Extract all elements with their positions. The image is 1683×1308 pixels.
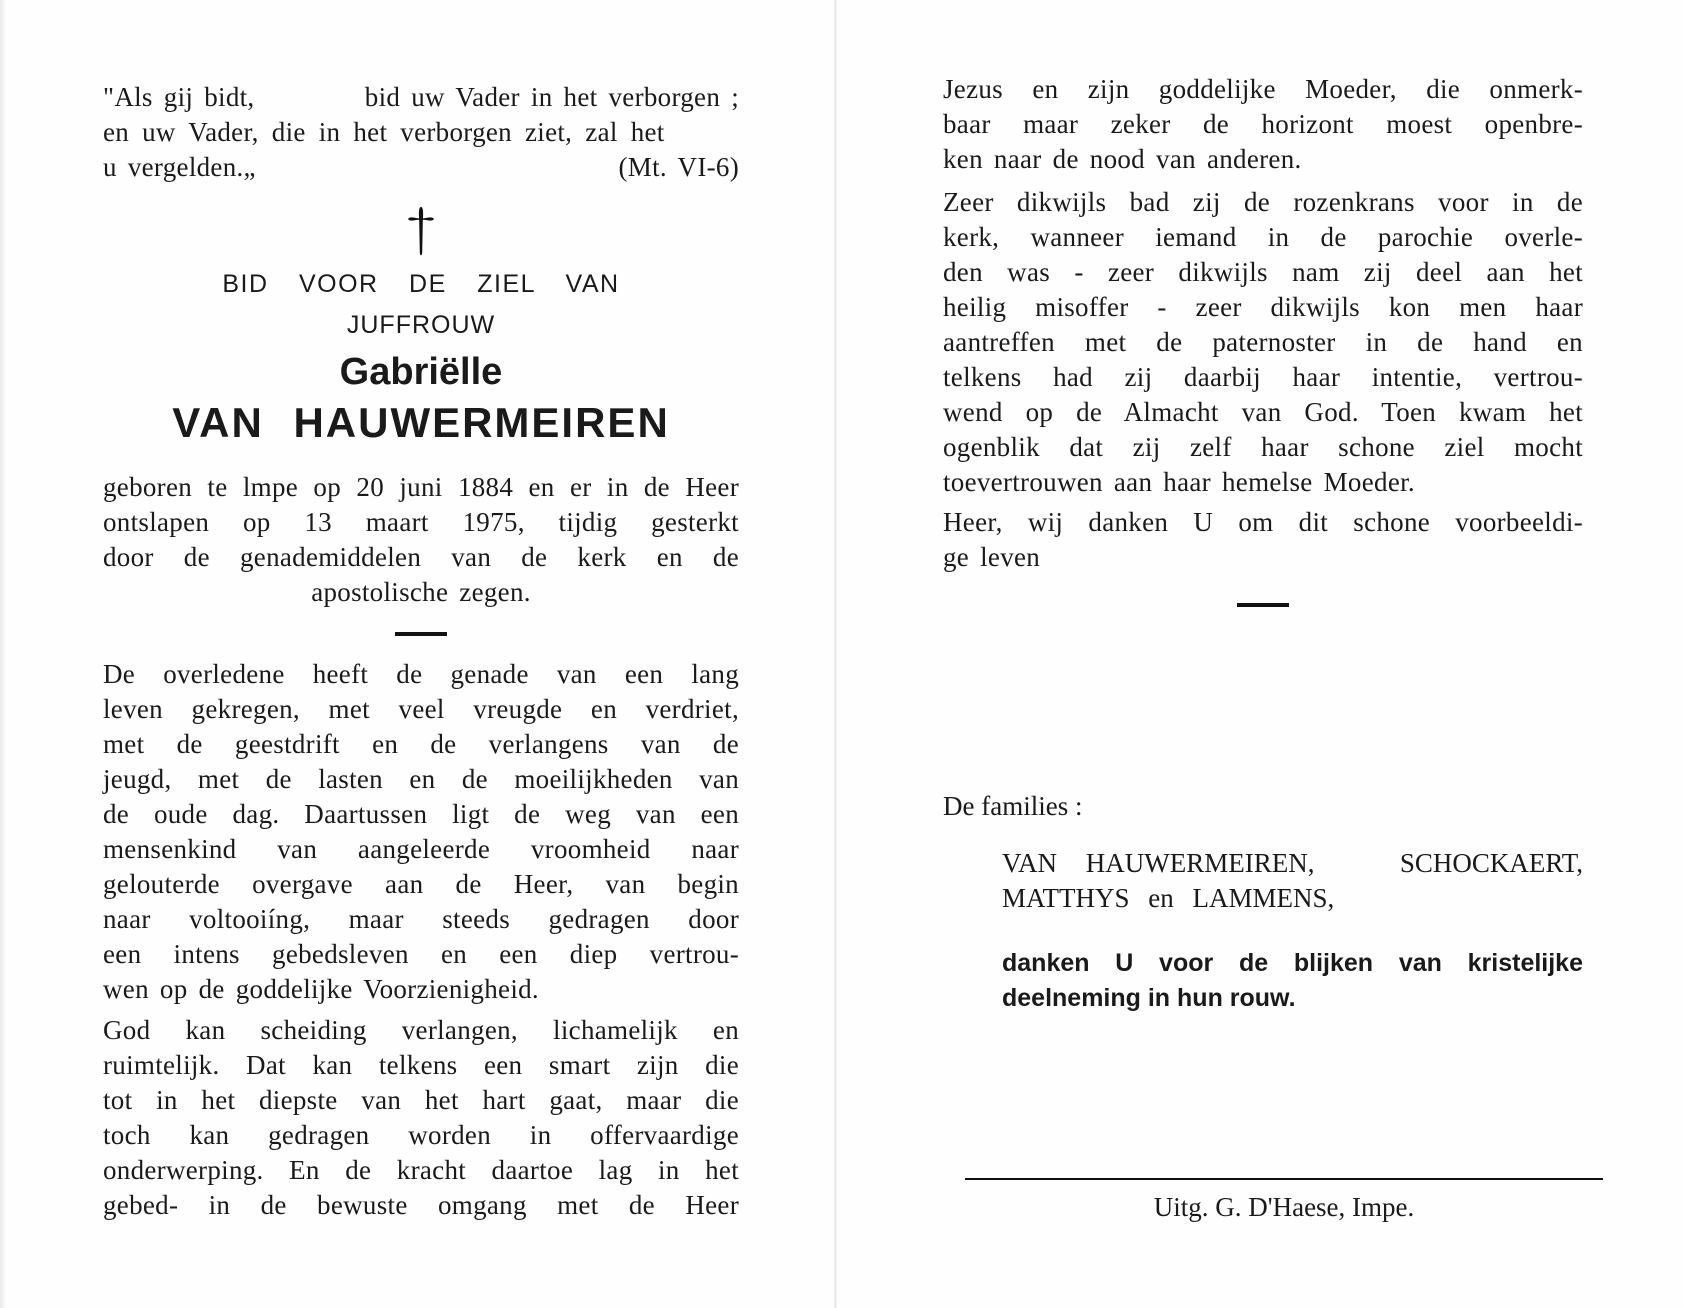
p2-line: God kan scheiding verlangen, lichamelijk en	[103, 1015, 739, 1045]
p1-line: De overledene heeft de genade van een lang	[103, 659, 739, 689]
right-paragraph-3	[943, 505, 1583, 607]
quote-line-1-a: "Als gij bidt,	[103, 82, 255, 112]
surname: VAN HAUWERMEIREN	[172, 399, 670, 446]
rp1-line: ken naar de nood van anderen.	[943, 144, 1302, 174]
publisher-credit: Uitg. G. D'Haese, Impe.	[1153, 1192, 1415, 1222]
p1-line: wen op de goddelijke Voorzienigheid.	[103, 974, 539, 1004]
p1-line: met de geestdrift en de verlangens van de	[103, 729, 739, 759]
right-paragraph-2	[943, 185, 1583, 500]
given-name: Gabriëlle	[339, 351, 503, 393]
families-block	[943, 789, 1583, 1016]
rp3-line: ge leven	[943, 542, 1041, 572]
card-fold-line	[834, 0, 837, 1308]
quote-line-1-b: bid uw Vader in het verborgen ;	[364, 82, 739, 112]
quote-line-3-a: u vergelden.„	[103, 152, 256, 182]
p2-line: ruimtelijk. Dat kan telkens een smart zijn die	[103, 1050, 739, 1080]
footer-rule	[965, 1178, 1603, 1180]
name-block	[103, 267, 739, 449]
cross-icon	[405, 205, 437, 257]
rp2-line: heilig misoffer - zeer dikwijls kon men haar	[943, 292, 1583, 322]
bible-quote	[103, 80, 739, 185]
p1-line: de oude dag. Daartussen ligt de weg van een	[103, 799, 739, 829]
birth-death-block	[103, 470, 739, 636]
families-line-1	[1002, 846, 1583, 881]
p2-line: tot in het diepste van het hart gaat, maar die	[103, 1085, 739, 1115]
prayer-heading: BID VOOR DE ZIEL VAN	[222, 270, 620, 298]
title-prefix: JUFFROUW	[346, 311, 496, 339]
birth-line-1: geboren te lmpe op 20 juni 1884 en er in de Heer	[103, 472, 739, 502]
birth-line-4: apostolische zegen.	[311, 577, 531, 607]
rp2-line: wend op de Almacht van God. Toen kwam het	[943, 397, 1583, 427]
p1-line: leven gekregen, met veel vreugde en verdriet,	[103, 694, 739, 724]
quote-line-2-a: en uw Vader, die in het verborgen ziet, zal het	[103, 117, 665, 147]
rp3-line: Heer, wij danken U om dit schone voorbeeldi-	[943, 507, 1583, 537]
scan-edge-shadow	[0, 0, 6, 1308]
paragraph-1	[103, 657, 739, 1007]
quote-line-1	[103, 80, 739, 115]
rp2-line: den was - zeer dikwijls nam zij deel aan het	[943, 257, 1583, 287]
rp2-line: ogenblik dat zij zelf haar schone ziel mocht	[943, 432, 1583, 462]
right-paragraph-1	[943, 72, 1583, 177]
birth-line-2: ontslapen op 13 maart 1975, tijdig gesterkt	[103, 507, 739, 537]
birth-line-3: door de genademiddelen van de kerk en de	[103, 542, 739, 572]
p1-line: gelouterde overgave aan de Heer, van begin	[103, 869, 739, 899]
separator-dash-right	[1237, 603, 1289, 607]
p1-line: naar voltooiíng, maar steeds gedragen door	[103, 904, 739, 934]
rp2-line: kerk, wanneer iemand in de parochie overle-	[943, 222, 1583, 252]
rp1-line: baar maar zeker de horizont moest openbre-	[943, 109, 1583, 139]
p2-line: onderwerping. En de kracht daartoe lag in het	[103, 1155, 739, 1185]
paragraph-2	[103, 1013, 739, 1223]
separator-dash	[395, 632, 447, 636]
p1-line: een intens gebedsleven en een diep vertrou-	[103, 939, 739, 969]
families-line-2: MATTHYS en LAMMENS,	[1002, 883, 1335, 913]
rp1-line: Jezus en zijn goddelijke Moeder, die onmerk-	[943, 74, 1583, 104]
p1-line: mensenkind van aangeleerde vroomheid naar	[103, 834, 739, 864]
quote-line-3	[103, 150, 739, 185]
p2-line: toch kan gedragen worden in offervaardige	[103, 1120, 739, 1150]
rp2-line: toevertrouwen aan haar hemelse Moeder.	[943, 467, 1415, 497]
quote-line-2	[103, 115, 739, 150]
rp2-line: aantreffen met de paternoster in de hand en	[943, 327, 1583, 357]
rp2-line: Zeer dikwijls bad zij de rozenkrans voor in de	[943, 187, 1583, 217]
rp2-line: telkens had zij daarbij haar intentie, vertrou-	[943, 362, 1583, 392]
thanks-line-2: deelneming in hun rouw.	[1002, 984, 1296, 1012]
p1-line: jeugd, met de lasten en de moeilijkheden van	[103, 764, 739, 794]
thanks-line-1: danken U voor de blijken van kristelijke	[1002, 949, 1583, 977]
quote-reference: (Mt. VI-6)	[618, 152, 739, 182]
families-title: De families :	[943, 791, 1083, 821]
family-name-b: SCHOCKAERT,	[1399, 848, 1583, 878]
p2-line: gebed- in de bewuste omgang met de Heer	[103, 1190, 739, 1220]
family-name-a: VAN HAUWERMEIREN,	[1002, 848, 1315, 878]
